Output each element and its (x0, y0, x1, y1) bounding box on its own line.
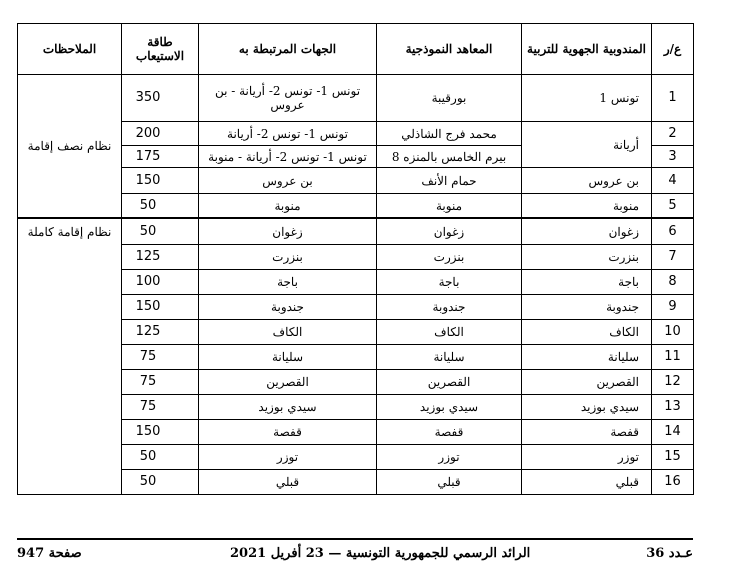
row-number: 10 (652, 320, 694, 345)
row-related: بنزرت (199, 245, 377, 270)
row-related: قفصة (199, 420, 377, 445)
row-capacity: 125 (122, 245, 199, 270)
row-capacity: 175 (122, 146, 199, 168)
row-number: 5 (652, 194, 694, 219)
row-number: 6 (652, 218, 694, 245)
header-related: الجهات المرتبطة به (199, 24, 377, 75)
publication-title: الرائد الرسمي للجمهورية التونسية — 23 أفريل 2021 (230, 546, 531, 561)
row-institution: قفصة (377, 420, 522, 445)
header-region: المندوبية الجهوية للتربية (522, 24, 652, 75)
row-region: توزر (522, 445, 652, 470)
row-region: باجة (522, 270, 652, 295)
row-institution: بيرم الخامس بالمنزه 8 (377, 146, 522, 168)
row-related: بن عروس (199, 168, 377, 194)
row-capacity: 75 (122, 370, 199, 395)
row-region: قفصة (522, 420, 652, 445)
row-institution: توزر (377, 445, 522, 470)
row-capacity: 100 (122, 270, 199, 295)
row-related: قبلي (199, 470, 377, 495)
row-number: 14 (652, 420, 694, 445)
row-region: قبلي (522, 470, 652, 495)
row-related: منوبة (199, 194, 377, 219)
row-number: 4 (652, 168, 694, 194)
page-number: صفحة 947 (17, 546, 82, 561)
row-institution: محمد فرج الشاذلي (377, 122, 522, 146)
row-number: 2 (652, 122, 694, 146)
row-related: جندوبة (199, 295, 377, 320)
header-institution: المعاهد النموذجية (377, 24, 522, 75)
row-number: 1 (652, 75, 694, 122)
row-institution: باجة (377, 270, 522, 295)
row-capacity: 50 (122, 445, 199, 470)
row-region: منوبة (522, 194, 652, 219)
table-header-row (18, 24, 694, 75)
institutions-table (17, 23, 694, 495)
row-related: سليانة (199, 345, 377, 370)
row-related: تونس 1- تونس 2- أريانة - بن عروس (199, 75, 377, 122)
row-region: بن عروس (522, 168, 652, 194)
row-region: سيدي بوزيد (522, 395, 652, 420)
row-institution: قبلي (377, 470, 522, 495)
row-region: أريانة (522, 122, 652, 168)
row-region: القصرين (522, 370, 652, 395)
row-institution: بورقيبة (377, 75, 522, 122)
row-capacity: 75 (122, 345, 199, 370)
row-region: زغوان (522, 218, 652, 245)
row-number: 13 (652, 395, 694, 420)
row-related: زغوان (199, 218, 377, 245)
row-number: 16 (652, 470, 694, 495)
notes-half-board: نظام نصف إقامة (18, 75, 122, 219)
table-row (18, 218, 694, 245)
table-row (18, 75, 694, 122)
notes-full-board: نظام إقامة كاملة (18, 218, 122, 495)
row-related: باجة (199, 270, 377, 295)
row-capacity: 350 (122, 75, 199, 122)
row-number: 9 (652, 295, 694, 320)
row-region: الكاف (522, 320, 652, 345)
row-institution: القصرين (377, 370, 522, 395)
row-institution: سيدي بوزيد (377, 395, 522, 420)
row-institution: حمام الأنف (377, 168, 522, 194)
row-number: 8 (652, 270, 694, 295)
row-number: 7 (652, 245, 694, 270)
row-capacity: 50 (122, 470, 199, 495)
row-institution: زغوان (377, 218, 522, 245)
row-related: الكاف (199, 320, 377, 345)
row-region: تونس 1 (522, 75, 652, 122)
row-region: جندوبة (522, 295, 652, 320)
row-related: تونس 1- تونس 2- أريانة (199, 122, 377, 146)
row-capacity: 150 (122, 420, 199, 445)
row-related: سيدي بوزيد (199, 395, 377, 420)
issue-number: عـدد 36 (646, 546, 693, 561)
row-number: 11 (652, 345, 694, 370)
row-capacity: 50 (122, 194, 199, 219)
row-number: 15 (652, 445, 694, 470)
row-related: القصرين (199, 370, 377, 395)
row-capacity: 125 (122, 320, 199, 345)
row-number: 3 (652, 146, 694, 168)
footer-rule (17, 538, 693, 540)
header-notes: الملاحظات (18, 24, 122, 75)
header-capacity: طاقة الاستيعاب (122, 24, 199, 75)
row-related: تونس 1- تونس 2- أريانة - منوبة (199, 146, 377, 168)
row-capacity: 50 (122, 218, 199, 245)
row-region: بنزرت (522, 245, 652, 270)
row-capacity: 75 (122, 395, 199, 420)
row-institution: سليانة (377, 345, 522, 370)
row-institution: الكاف (377, 320, 522, 345)
row-region: سليانة (522, 345, 652, 370)
row-number: 12 (652, 370, 694, 395)
header-number: ع/ر (652, 24, 694, 75)
row-capacity: 200 (122, 122, 199, 146)
row-institution: منوبة (377, 194, 522, 219)
row-related: توزر (199, 445, 377, 470)
row-capacity: 150 (122, 168, 199, 194)
row-institution: بنزرت (377, 245, 522, 270)
row-capacity: 150 (122, 295, 199, 320)
row-institution: جندوبة (377, 295, 522, 320)
